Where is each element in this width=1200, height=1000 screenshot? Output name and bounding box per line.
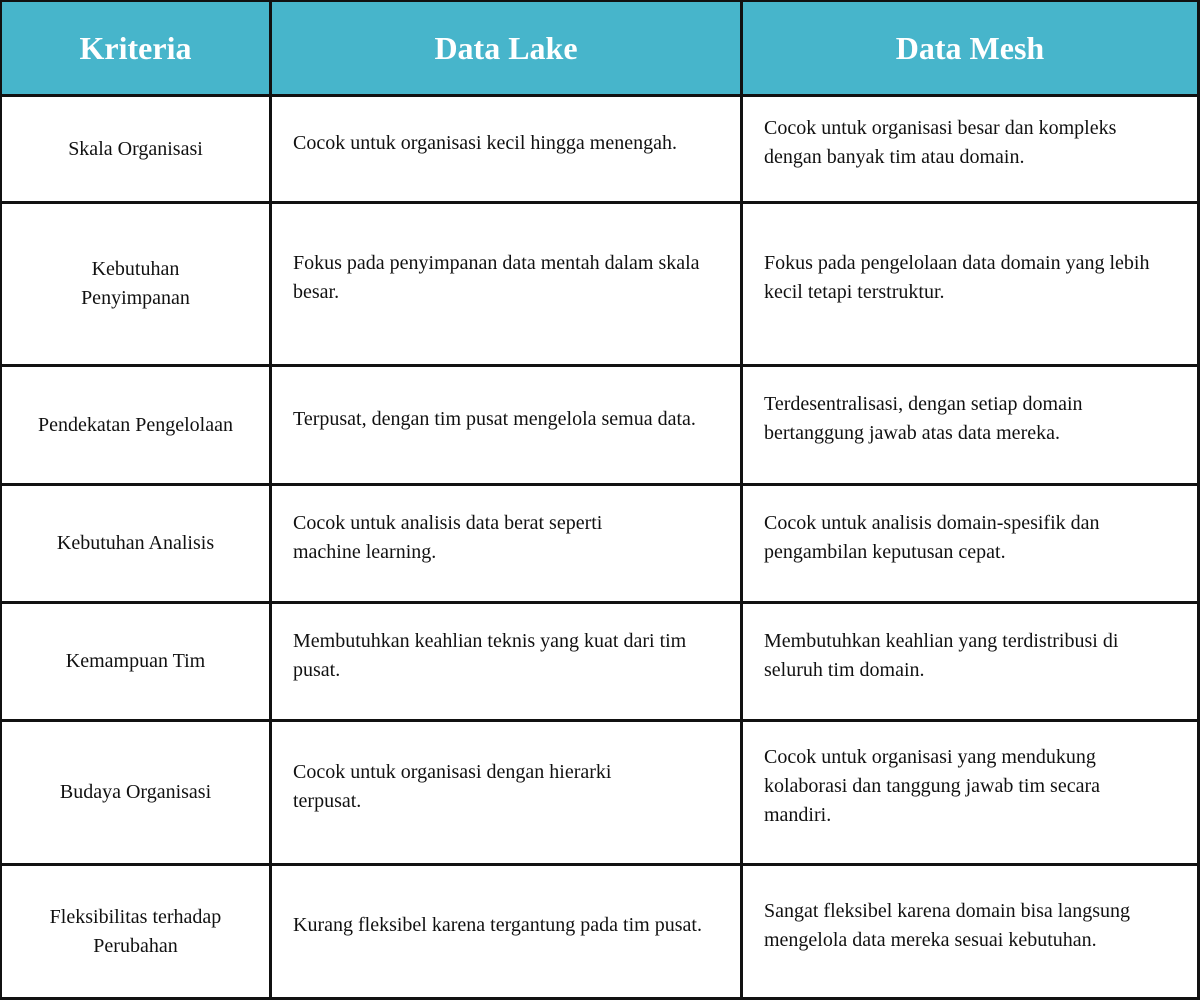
header-data-mesh: [743, 2, 1197, 97]
data-mesh-cell: [743, 604, 1197, 722]
row-criterion: [2, 722, 272, 866]
row-criterion: [2, 204, 272, 367]
data-lake-cell: [272, 486, 743, 604]
data-mesh-cell: [743, 486, 1197, 604]
data-mesh-text: Sangat fleksibel karena domain bisa langsung mengelola data mereka sesuai kebutuhan.: [764, 899, 1131, 951]
row-criterion: [2, 486, 272, 604]
data-mesh-cell: [743, 866, 1197, 997]
criterion-text: Skala Organisasi: [68, 137, 203, 160]
data-lake-cell: [272, 604, 743, 722]
header-data-lake: [272, 2, 743, 97]
data-lake-cell: [272, 204, 743, 367]
header-label: Data Lake: [434, 29, 578, 66]
data-mesh-text: Cocok untuk analisis domain-spesifik dan pengambilan keputusan cepat.: [764, 511, 1100, 563]
data-mesh-text: Membutuhkan keahlian yang terdistribusi di seluruh tim domain.: [764, 629, 1119, 681]
criterion-text: Kebutuhan Analisis: [56, 532, 215, 554]
data-lake-cell: [272, 722, 743, 866]
criterion-text: Pendekatan Pengelolaan: [38, 413, 233, 436]
criterion-text: Budaya Organisasi: [59, 781, 212, 803]
row-criterion: [2, 97, 272, 204]
data-lake-text: Terpusat, dengan tim pusat mengelola semua data.: [293, 407, 696, 430]
data-lake-text: Membutuhkan keahlian teknis yang kuat dari tim pusat.: [293, 629, 687, 681]
row-criterion: [2, 367, 272, 486]
row-criterion: [2, 866, 272, 997]
data-lake-cell: [272, 866, 743, 997]
data-lake-cell: [272, 367, 743, 486]
criterion-text: Kebutuhan Penyimpanan: [81, 258, 190, 309]
header-label: Kriteria: [79, 29, 192, 66]
criterion-text: Kemampuan Tim: [65, 650, 206, 672]
data-lake-text: Fokus pada penyimpanan data mentah dalam skala besar.: [293, 252, 700, 303]
data-mesh-text: Fokus pada pengelolaan data domain yang lebih kecil tetapi terstruktur.: [764, 252, 1150, 303]
row-criterion: [2, 604, 272, 722]
data-lake-text: Cocok untuk organisasi kecil hingga menengah.: [293, 131, 677, 154]
header-label: Data Mesh: [895, 29, 1045, 66]
data-lake-text: Kurang fleksibel karena tergantung pada tim pusat.: [293, 914, 702, 936]
data-lake-cell: [272, 97, 743, 204]
data-mesh-cell: [743, 97, 1197, 204]
data-lake-text: Cocok untuk analisis data berat seperti machine learning.: [293, 511, 603, 563]
data-mesh-cell: [743, 722, 1197, 866]
criterion-text: Fleksibilitas terhadap Perubahan: [49, 905, 222, 957]
data-mesh-cell: [743, 204, 1197, 367]
data-mesh-cell: [743, 367, 1197, 486]
data-mesh-text: Cocok untuk organisasi yang mendukung kolaborasi dan tanggung jawab tim secara mandiri.: [764, 746, 1100, 826]
data-lake-text: Cocok untuk organisasi dengan hierarki terpusat.: [293, 760, 612, 812]
header-kriteria: [2, 2, 272, 97]
data-mesh-text: Terdesentralisasi, dengan setiap domain bertanggung jawab atas data mereka.: [764, 393, 1083, 444]
data-mesh-text: Cocok untuk organisasi besar dan kompleks dengan banyak tim atau domain.: [764, 117, 1117, 168]
